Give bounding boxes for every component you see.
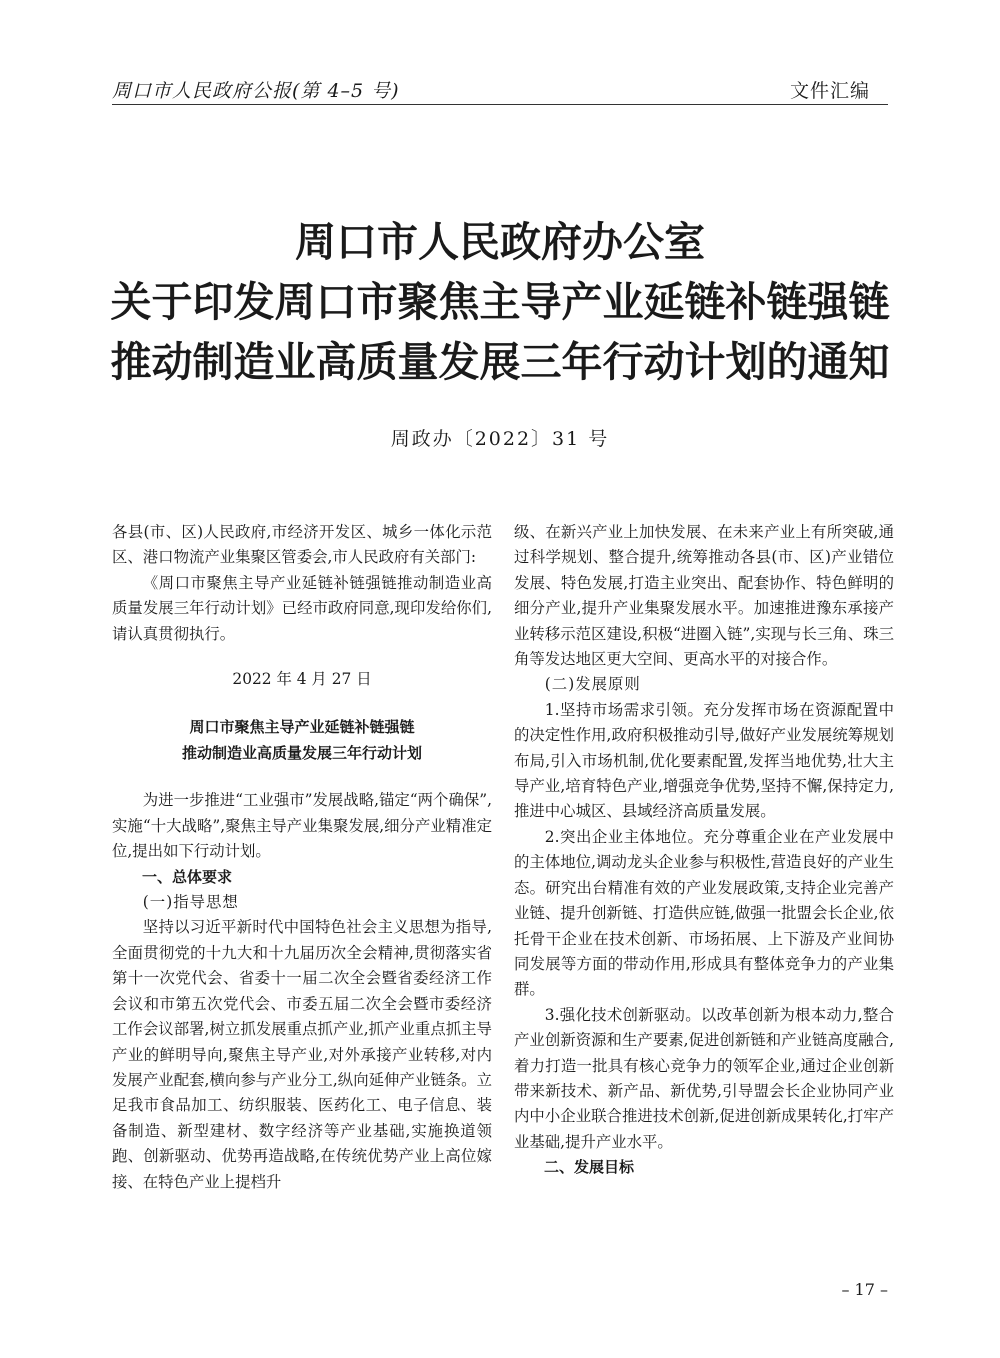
guiding-thought-paragraph: 坚持以习近平新时代中国特色社会主义思想为指导,全面贯彻党的十九大和十九届历次全会精神,贯彻落实省第十一次党代会、省委十一届二次全会暨省委经济工作会议和市第五次党代会、市委五届二次全会暨市委经济工作会议部署,树立抓发展重点抓产业,抓产业重点抓主导产业的鲜明导向,聚焦主导产业,对外承接产业转移,对内发展产业配套,横向参与产业分工,纵向延伸产业链条。立足我市食品加工、纺织服装、医药化工、电子信息、装备制造、新型建材、数字经济等产业基础,实施换道领跑、创新驱动、优势再造战略,在传统优势产业上高位嫁接、在特色产业上提档升	[112, 918, 492, 1191]
plan-title-line-1: 周口市聚焦主导产业延链补链强链	[189, 718, 415, 737]
notice-body: 《周口市聚焦主导产业延链补链强链推动制造业高质量发展三年行动计划》已经市政府同意,现印发给你们,请认真贯彻执行。	[112, 573, 492, 643]
subsection-heading-guiding-thought: (一)指导思想	[142, 893, 239, 912]
subsection-heading-principles: (二)发展原则	[544, 675, 641, 694]
left-column	[112, 520, 492, 1195]
document-title	[100, 212, 900, 392]
plan-title	[112, 714, 492, 766]
page-number: – 17 –	[841, 1280, 888, 1299]
document-number: 周政办〔2022〕31 号	[390, 428, 610, 450]
guiding-thought-continued: 级、在新兴产业上加快发展、在未来产业上有所突破,通过科学规划、整合提升,统筹推动各县(市、区)产业错位发展、特色发展,打造主业突出、配套协作、特色鲜明的细分产业,提升产业集聚发展水平。加速推进豫东承接产业转移示范区建设,积极“进圈入链”,实现与长三角、珠三角等发达地区更大空间、更高水平的对接合作。	[514, 523, 894, 669]
plan-intro: 为进一步推进“工业强市”发展战略,锚定“两个确保”,实施“十大战略”,聚焦主导产业集聚发展,细分产业精准定位,提出如下行动计划。	[112, 791, 492, 861]
title-line-3: 推动制造业高质量发展三年行动计划的通知	[110, 338, 890, 386]
running-header	[112, 76, 888, 105]
section-name: 文件汇编	[789, 80, 870, 102]
notice-recipients: 各县(市、区)人民政府,市经济开发区、城乡一体化示范区、港口物流产业集聚区管委会,市人民政府有关部门:	[112, 523, 492, 567]
plan-title-line-2: 推动制造业高质量发展三年行动计划	[181, 744, 422, 763]
section-heading-general-requirements: 一、总体要求	[142, 867, 233, 886]
principle-2: 2.突出企业主体地位。充分尊重企业在产业发展中的主体地位,调动龙头企业参与积极性,营造良好的产业生态。研究出台精准有效的产业发展政策,支持企业完善产业链、提升创新链、打造供应链,做强一批盟会长企业,依托骨干企业在技术创新、市场拓展、上下游及产业间协同发展等方面的带动作用,形成具有整体竞争力的产业集群。	[514, 827, 894, 999]
principle-3: 3.强化技术创新驱动。以改革创新为根本动力,整合产业创新资源和生产要素,促进创新链和产业链高度融合,着力打造一批具有核心竞争力的领军企业,通过企业创新带来新技术、新产品、新优势,引导盟会长企业协同产业内中小企业联合推进技术创新,促进创新成果转化,打牢产业基础,提升产业水平。	[514, 1005, 894, 1151]
title-line-2: 关于印发周口市聚焦主导产业延链补链强链	[110, 278, 890, 326]
right-column	[514, 520, 894, 1181]
principle-1: 1.坚持市场需求引领。充分发挥市场在资源配置中的决定性作用,政府积极推动引导,做好产业发展统筹规划布局,引入市场机制,优化要素配置,发挥当地优势,壮大主导产业,培育特色产业,增强竞争优势,坚持不懈,保持定力,推进中心城区、县域经济高质量发展。	[514, 700, 894, 821]
notice-date: 2022 年 4 月 27 日	[232, 670, 372, 689]
publication-name: 周口市人民政府公报(第 4–5 号)	[112, 80, 400, 102]
title-line-1: 周口市人民政府办公室	[295, 218, 705, 266]
section-heading-development-goals: 二、发展目标	[544, 1158, 635, 1177]
